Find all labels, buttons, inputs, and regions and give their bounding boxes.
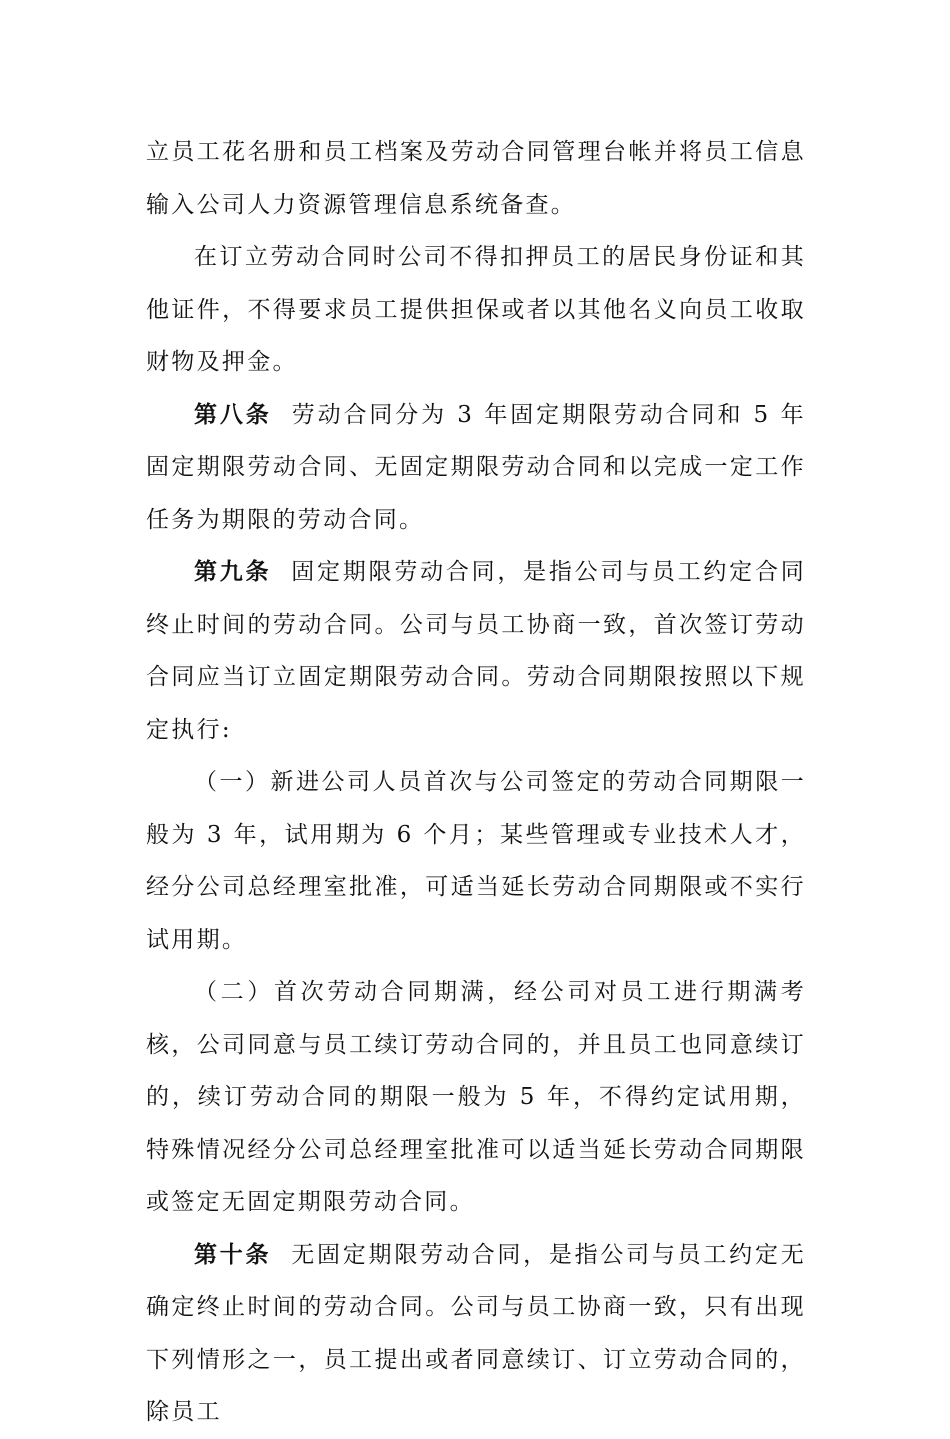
- clause-text: （二）首次劳动合同期满，经公司对员工进行期满考核，公司同意与员工续订劳动合同的，并且员工也同意续订的，续订劳动合同的期限一般为 5 年，不得约定试用期，特殊情况经分公司总经理室批准可以适当延长劳动合同期限或签定无固定期限劳动合同。: [146, 979, 806, 1215]
- clause-text: （一）新进公司人员首次与公司签定的劳动合同期限一般为 3 年，试用期为 6 个月；某些管理或专业技术人才，经分公司总经理室批准，可适当延长劳动合同期限或不实行试用期。: [146, 769, 806, 953]
- article-heading: 第八条: [194, 400, 272, 428]
- paragraph-text: 立员工花名册和员工档案及劳动合同管理台帐并将员工信息输入公司人力资源管理信息系统备查。: [146, 139, 806, 218]
- article-text: 固定期限劳动合同，是指公司与员工约定合同终止时间的劳动合同。公司与员工协商一致，首次签订劳动合同应当订立固定期限劳动合同。劳动合同期限按照以下规定执行:: [146, 559, 806, 743]
- paragraph-id-card-rule: [146, 231, 806, 389]
- article-8: [146, 389, 806, 547]
- article-text: 无固定期限劳动合同，是指公司与员工约定无确定终止时间的劳动合同。公司与员工协商一致，只有出现下列情形之一，员工提出或者同意续订、订立劳动合同的，除员工: [146, 1241, 806, 1425]
- clause-1: [146, 756, 806, 966]
- article-text: 劳动合同分为 3 年固定期限劳动合同和 5 年固定期限劳动合同、无固定期限劳动合同和以完成一定工作任务为期限的劳动合同。: [146, 401, 806, 533]
- clause-2: [146, 966, 806, 1229]
- article-heading: 第十条: [194, 1240, 272, 1268]
- paragraph-continuation: [146, 126, 806, 231]
- article-heading: 第九条: [194, 558, 272, 585]
- article-10: [146, 1229, 806, 1439]
- paragraph-text: 在订立劳动合同时公司不得扣押员工的居民身份证和其他证件，不得要求员工提供担保或者以其他名义向员工收取财物及押金。: [146, 244, 806, 375]
- article-9: [146, 546, 806, 756]
- document-body: [146, 126, 806, 1439]
